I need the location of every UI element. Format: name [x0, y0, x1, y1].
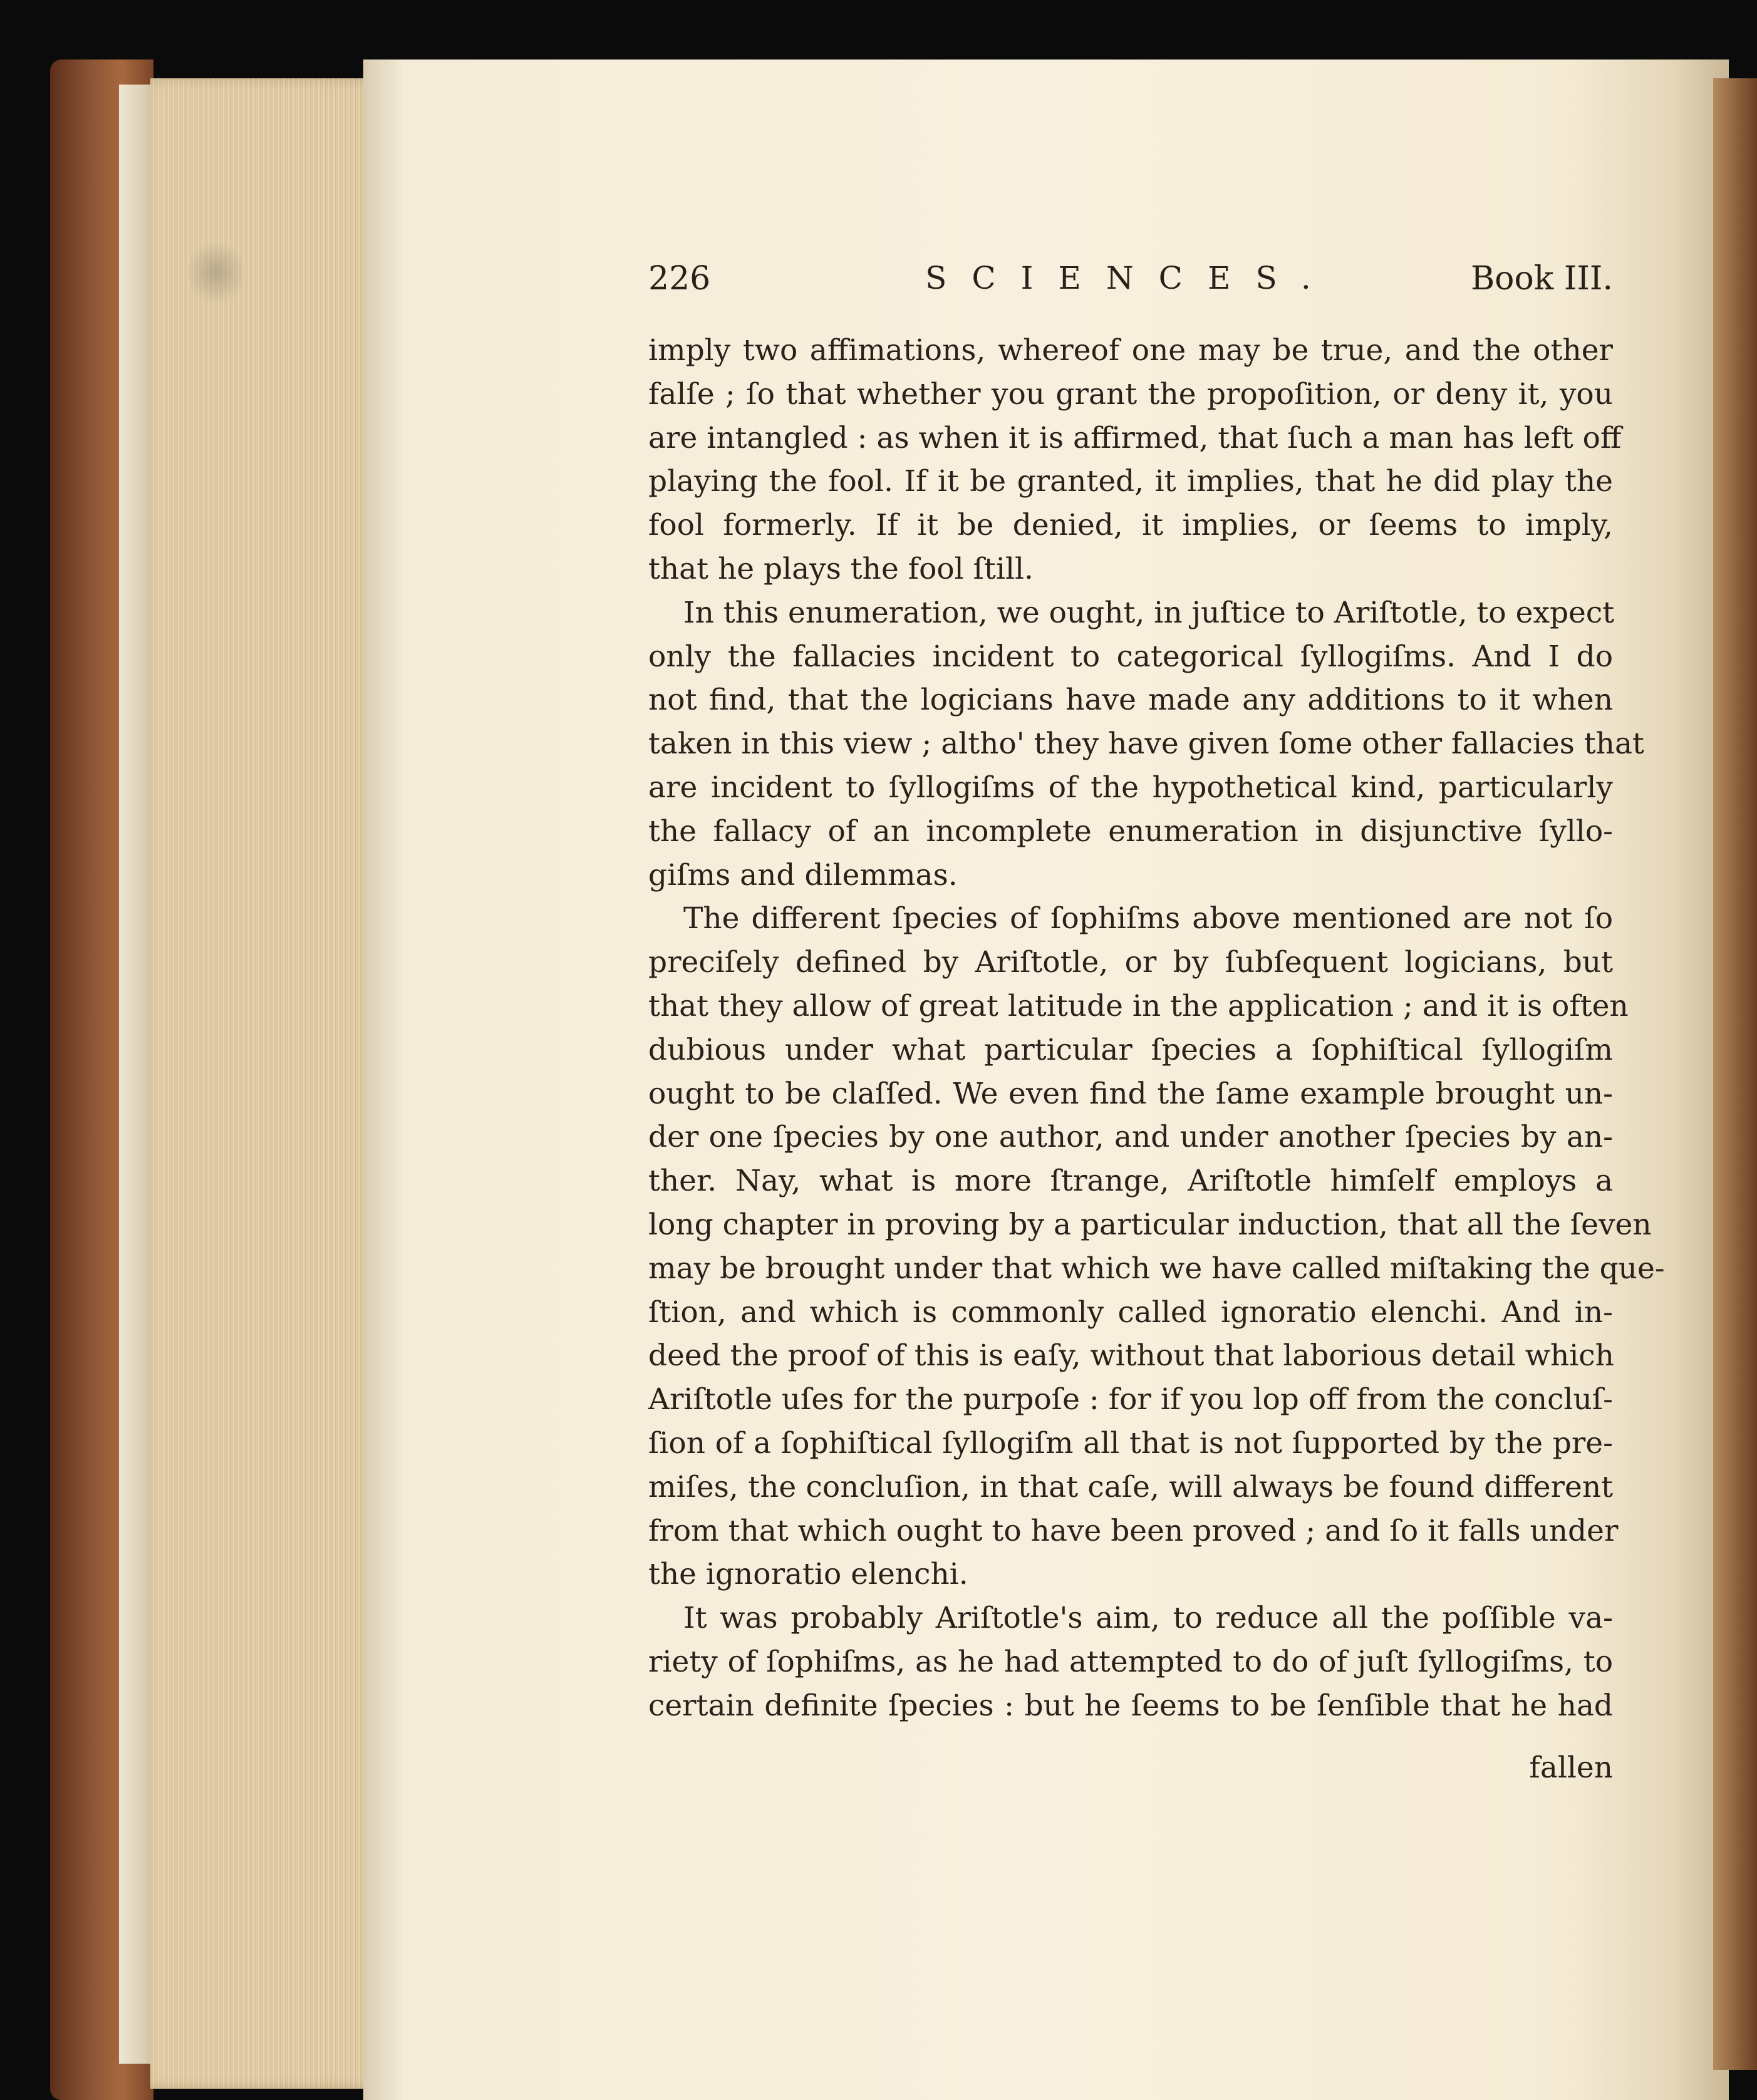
catchword: fallen — [1529, 1751, 1613, 1785]
text-line: the ignoratio elenchi. — [648, 1557, 968, 1592]
text-line: only the fallacies incident to categorical ſyllogiſms. And I do — [648, 639, 1613, 674]
paragraph — [648, 591, 1644, 897]
text-line: riety of ſophiſms, as he had attempted to do of juſt ſyllogiſms, to — [648, 1644, 1613, 1679]
text-line: not find, that the logicians have made any additions to it when — [648, 683, 1613, 718]
text-line: ſion of a ſophiſtical ſyllogiſm all that is not ſupported by the pre- — [648, 1425, 1613, 1461]
paragraph — [648, 897, 1665, 1596]
text-line: miſes, the concluſion, in that caſe, will always be found different — [648, 1469, 1613, 1504]
text-line: preciſely defined by Ariſtotle, or by ſubſequent logicians, but — [648, 945, 1613, 980]
text-line: the fallacy of an incomplete enumeration in disjunctive ſyllo- — [648, 814, 1613, 849]
book-label: Book III. — [1470, 260, 1613, 297]
text-line: that they allow of great latitude in the application ; and it is often — [648, 988, 1629, 1023]
paragraph — [648, 1596, 1613, 1727]
text-line: fool formerly. If it be denied, it implies, or ſeems to imply, — [648, 508, 1613, 543]
text-line: der one ſpecies by one author, and under another ſpecies by an- — [648, 1120, 1613, 1155]
running-title: SCIENCES. — [925, 260, 1336, 296]
text-line: long chapter in proving by a particular induction, that all the ſeven — [648, 1207, 1652, 1242]
text-line: It was probably Ariſtotle's aim, to reduce all the poſſible va- — [683, 1601, 1613, 1636]
text-line: deed the proof of this is eaſy, without that laborious detail which — [648, 1338, 1614, 1373]
text-line: taken in this view ; altho' they have given ſome other fallacies that — [648, 727, 1644, 762]
text-line: are incident to ſyllogiſms of the hypothetical kind, particularly — [648, 770, 1613, 805]
text-line: that he plays the fool ſtill. — [648, 551, 1034, 586]
text-line: may be brought under that which we have called miſtaking the que- — [648, 1251, 1665, 1286]
page-header — [648, 260, 1613, 310]
body-text — [648, 329, 1665, 1728]
page-number: 226 — [648, 260, 711, 297]
text-line: dubious under what particular ſpecies a ſophiſtical ſyllogiſm — [648, 1032, 1613, 1067]
text-line: The different ſpecies of ſophiſms above mentioned are not ſo — [683, 901, 1613, 936]
text-line: ought to be claſſed. We even find the ſame example brought un- — [648, 1076, 1613, 1111]
text-line: certain definite ſpecies : but he ſeems to be ſenſible that he had — [648, 1688, 1613, 1723]
text-line: ſtion, and which is commonly called ignoratio elenchi. And in- — [648, 1295, 1613, 1330]
text-line: giſms and dilemmas. — [648, 857, 958, 892]
text-line: falſe ; ſo that whether you grant the propoſition, or deny it, you — [648, 376, 1613, 411]
text-line: ther. Nay, what is more ſtrange, Ariſtotle himſelf employs a — [648, 1164, 1613, 1199]
text-line: In this enumeration, we ought, in juſtice to Ariſtotle, to expect — [683, 595, 1615, 630]
text-line: are intangled : as when it is affirmed, that ſuch a man has left off — [648, 420, 1622, 455]
text-line: playing the fool. If it be granted, it implies, that he did play the — [648, 464, 1613, 499]
text-line: Ariſtotle uſes for the purpoſe : for if you lop off from the concluſ- — [648, 1382, 1613, 1417]
text-line: imply two affimations, whereof one may be true, and the other — [648, 333, 1613, 368]
paragraph — [648, 329, 1622, 591]
text-line: from that which ought to have been proved ; and ſo it falls under — [648, 1513, 1619, 1548]
leather-cover-right — [1713, 78, 1757, 2070]
